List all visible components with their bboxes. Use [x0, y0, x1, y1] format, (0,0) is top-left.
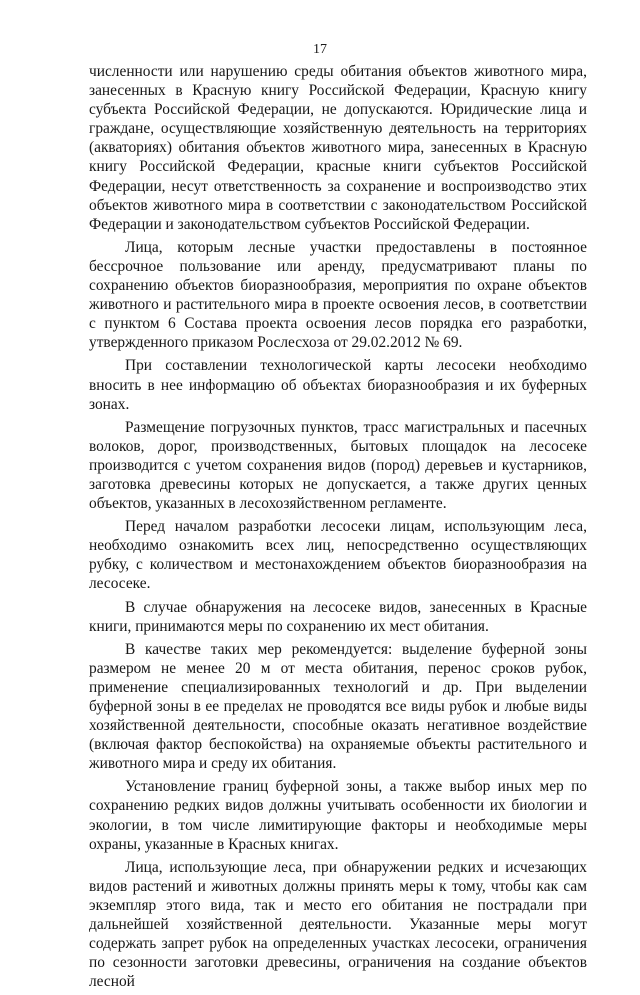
document-body	[89, 62, 587, 995]
paragraph-buffer-zone-boundaries: Установление границ буферной зоны, а также выбор иных мер по сохранению редких видов должны учитывать особенности их биологии и экологии, в том числе лимитирующие факторы и необходимые меры охраны, указанные в Красных книгах.	[89, 778, 587, 853]
paragraph-rare-species-protection: Лица, использующие леса, при обнаружении редких и исчезающих видов растений и животных должны принять меры к тому, чтобы как сам экземпляр этого вида, так и место его обитания не пострадали при дальнейшей хозяйственной деятельности. Указанные меры могут содержать запрет рубок на определенных участках лесосеки, ограничения по сезонности заготовки древесины, ограничения на создание объектов лесной	[89, 858, 587, 991]
paragraph-red-book-responsibility: численности или нарушению среды обитания объектов животного мира, занесенных в Красную книгу Российской Федерации, Красную книгу субъекта Российской Федерации, не допускаются. Юридические лица и граждане, осуществляющие хозяйственную деятельность на территориях (акваториях) обитания объектов животного мира, занесенных в Красную книгу Российской Федерации, красные книги субъектов Российской Федерации, несут ответственность за сохранение и воспроизводство этих объектов животного мира в соответствии с законодательством Российской Федерации и законодательством субъектов Российской Федерации.	[89, 63, 587, 233]
paragraph-technological-map: При составлении технологической карты лесосеки необходимо вносить в нее информацию об объектах биоразнообразия и их буферных зонах.	[89, 357, 587, 413]
page-number: 17	[313, 42, 327, 57]
paragraph-red-book-species-found: В случае обнаружения на лесосеке видов, занесенных в Красные книги, принимаются меры по сохранению их мест обитания.	[89, 598, 587, 635]
paragraph-loading-points-placement: Размещение погрузочных пунктов, трасс магистральных и пасечных волоков, дорог, производственных, бытовых площадок на лесосеке производится с учетом сохранения видов (пород) деревьев и кустарников, заготовка древесины которых не допускается, а также других ценных объектов, указанных в лесохозяйственном регламенте.	[89, 418, 587, 513]
paragraph-buffer-zone-measures: В качестве таких мер рекомендуется: выделение буферной зоны размером не менее 20 м от места обитания, перенос сроков рубок, применение специализированных технологий и др. При выделении буферной зоны в ее пределах не проводятся все виды рубок и любые виды хозяйственной деятельности, способные оказать негативное воздействие (включая фактор беспокойства) на охраняемые объекты растительного и животного мира и среду их обитания.	[89, 640, 587, 773]
paragraph-forest-development-plans: Лица, которым лесные участки предоставлены в постоянное бессрочное пользование или аренду, предусматривают планы по сохранению объектов биоразнообразия, мероприятия по охране объектов животного и растительного мира в проекте освоения лесов, в соответствии с пунктом 6 Состава проекта освоения лесов порядка его разработки, утвержденного приказом Рослесхоза от 29.02.2012 № 69.	[89, 238, 587, 352]
paragraph-worker-briefing: Перед началом разработки лесосеки лицам, использующим леса, необходимо ознакомить всех лиц, непосредственно осуществляющих рубку, с количеством и местонахождением объектов биоразнообразия на лесосеке.	[89, 518, 587, 593]
